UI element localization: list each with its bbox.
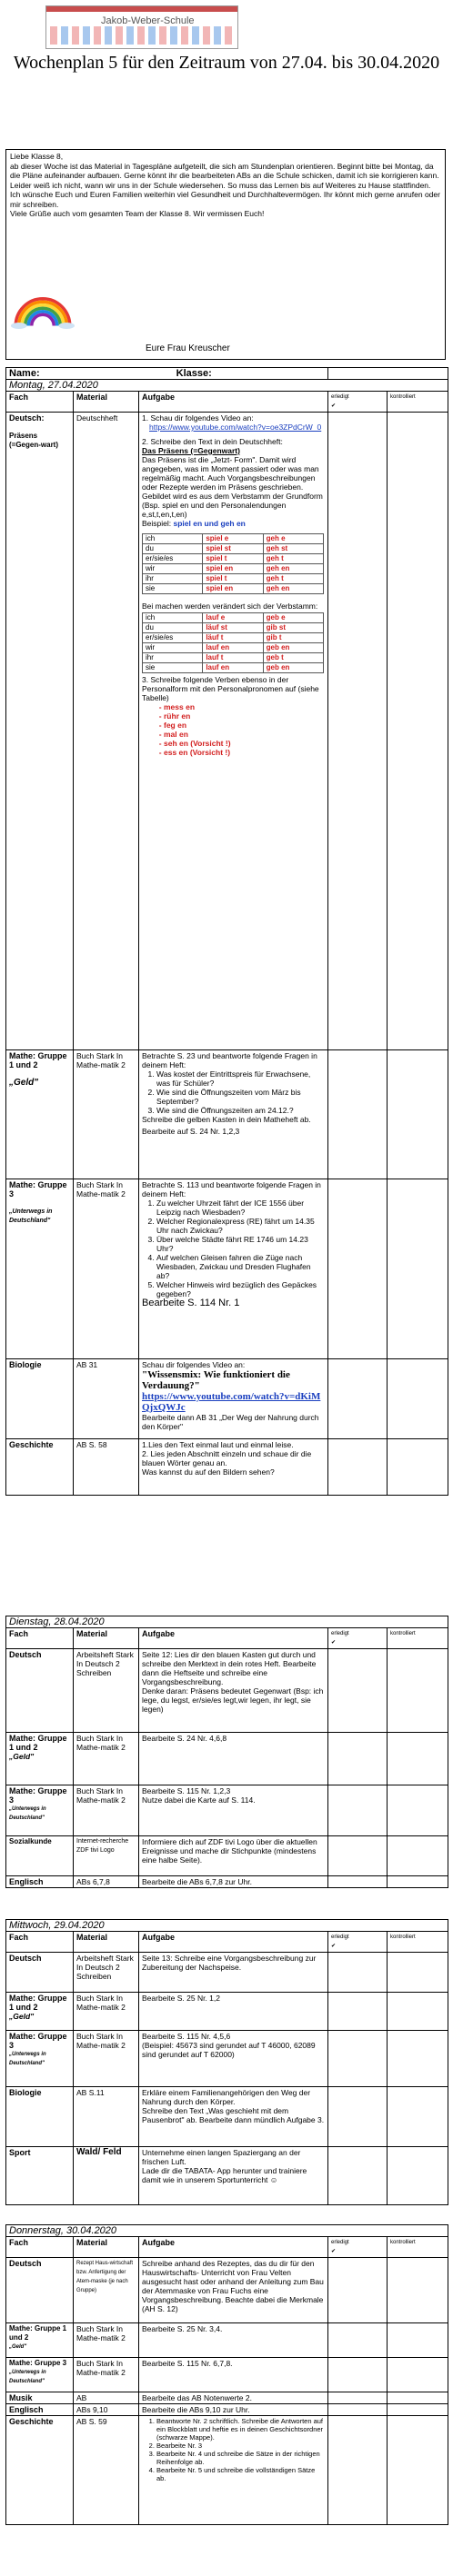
table-header-row — [6, 1628, 448, 1649]
task-text: Unternehme einen langen Spaziergang an der frischen Luft. — [142, 2148, 301, 2166]
task-text: Was kannst du auf den Bildern sehen? — [142, 1467, 275, 1477]
task-text: Bearbeite S. 25 Nr. 3,4. — [139, 2323, 328, 2358]
material-cell: AB — [74, 2392, 139, 2404]
task-text: Schreibe folgende Verben ebenso in der Personalform mit den Personalpronomen auf (siehe Tabelle) — [142, 675, 319, 702]
verb-form: geb e — [263, 613, 323, 623]
task-text: Bearbeite auf S. 24 Nr. 1,2,3 — [142, 1127, 240, 1136]
page-title: Wochenplan 5 für den Zeitraum von 27.04. bis 30.04.2020 — [13, 53, 440, 73]
task-item: 2. Wie sind die Öffnungszeiten vom März bis September? — [156, 1088, 325, 1106]
col-fach: Fach — [6, 1628, 74, 1649]
task-text: 2. Lies jeden Abschnitt einzeln und schaue dir die blauen Wörter genau an. — [142, 1449, 312, 1467]
table-header-row — [6, 2237, 448, 2258]
task-item: 1. Beantworte Nr. 2 schriftlich. Schreibe die Antworten auf ein Blockblatt und heftie es in deinen Geschichtsordner (schwarze Mappe). — [156, 2417, 325, 2442]
day-heading: Dienstag, 28.04.2020 — [6, 1616, 448, 1628]
letter-line: ab dieser Woche ist das Material in Tagespläne aufgeteilt, die sich am Stundenplan orientieren. Beginnt bitte bei Montag, da die Pläne aufeinander aufbauen. Gerne könnt ihr die bearbeiteten ABs an die Schule schicken, damit ich sie korrigieren kann. — [10, 161, 439, 180]
verb-form: spiel st — [203, 544, 263, 554]
verb-form: geh e — [263, 534, 323, 544]
plan-table-tuesday — [5, 1616, 448, 1888]
verb-item: - feg en — [164, 721, 325, 730]
col-erledigt: erledigt — [331, 2240, 349, 2245]
col-kontrolliert: kontrolliert — [388, 2237, 448, 2258]
pronoun: ihr — [143, 574, 203, 584]
material-cell: ABs 9,10 — [74, 2404, 139, 2416]
verb-form: geb en — [263, 663, 323, 673]
task-text: Schreibe den Text „Was geschieht mit dem Pausenbrot" ab. Bearbeite dann mündlich Aufgabe 3. — [142, 2106, 325, 2124]
col-erledigt: erledigt — [331, 394, 349, 400]
pronoun: ich — [143, 534, 203, 544]
task-text: Denke daran: Präsens bedeutet Gegenwart (Bsp: ich lege, du legst, er/sie/es legt,wir legen, ihr legt, sie legen) — [142, 1686, 324, 1714]
letter-line: Viele Grüße auch vom gesamten Team der Klasse 8. Wir vermissen Euch! — [10, 209, 265, 218]
col-aufgabe: Aufgabe — [139, 392, 328, 413]
material-cell: AB S. 59 — [74, 2416, 139, 2525]
table-row: Deutsch Arbeitsheft Stark In Deutsch 2 Schreiben Seite 12: Lies dir den blauen Kasten gut durch und schreibe den Merktext in dein rotes Heft. Bearbeite dann die Heftseite und schreibe eine Vorgangsbeschreibung. Denke daran: Präsens bedeutet Gegenwart (Bsp: ich lege, du legst, er/sie/es legt,wir legen, ihr legt, sie legen) — [6, 1649, 448, 1733]
verb-form: läuf t — [203, 633, 263, 643]
subject-sport: Sport — [6, 2147, 74, 2205]
col-aufgabe: Aufgabe — [139, 1628, 328, 1649]
table-row — [6, 1359, 448, 1439]
task-text: Nutze dabei die Karte auf S. 114. — [142, 1795, 256, 1805]
praesens-title: Das Präsens (=Gegenwart) — [142, 446, 240, 455]
col-kontrolliert: kontrolliert — [388, 1628, 448, 1649]
subject-mathe: Mathe: Gruppe 1 und 2 — [9, 1994, 67, 2012]
task-item: 3. Über welche Städte fährt RE 1746 um 14.23 Uhr? — [156, 1235, 325, 1253]
pronoun: wir — [143, 564, 203, 574]
subject-biologie: Biologie — [6, 1359, 74, 1439]
material-cell: Arbeitsheft Stark In Deutsch 2 Schreiben — [74, 1649, 139, 1733]
table-row — [6, 1733, 448, 1785]
verb-form: lauf t — [203, 653, 263, 663]
subject-mathe: Mathe: Gruppe 1 und 2 — [9, 1051, 67, 1069]
beispiel-verbs: spiel en und geh en — [173, 519, 246, 528]
video-link[interactable]: https://www.youtube.com/watch?v=dKiMQjxQWJc — [142, 1391, 321, 1413]
subject-deutsch: Deutsch: — [9, 413, 45, 423]
subject-sub: „Unterwegs in Deutschland" — [9, 1806, 46, 1821]
subject-englisch: Englisch — [6, 2404, 74, 2416]
task-text: Bearbeite die ABs 9,10 zur Uhr. — [139, 2404, 328, 2416]
verb-form: geh en — [263, 584, 323, 594]
table-row — [6, 1836, 448, 1876]
subject-sub: „Unterwegs in Deutschland" — [9, 1208, 53, 1224]
verb-item: - mal en — [164, 730, 325, 739]
material-cell: Buch Stark In Mathe-matik 2 — [74, 1179, 139, 1359]
col-kontrolliert: kontrolliert — [388, 392, 448, 413]
task-item: 1. Was kostet der Eintrittspreis für Erwachsene, was für Schüler? — [156, 1069, 325, 1088]
day-heading: Montag, 27.04.2020 — [6, 380, 448, 392]
material-cell: ABs 6,7,8 — [74, 1876, 139, 1888]
pronoun: ihr — [143, 653, 203, 663]
verb-form: spiel t — [203, 554, 263, 564]
col-material: Material — [74, 1628, 139, 1649]
task-text: Bearbeite S. 114 Nr. 1 — [142, 1298, 240, 1308]
task-text: Schreibe anhand des Rezeptes, das du dir für den Hauswirtschafts- Unterricht von Frau Velten ausgesucht hast oder anhand der Anleitung zum Bau der Atemmaske von Frau Fuchs eine Vorgangsbeschreibung. Beachte dabei die Merkmale (AH S. 12) — [139, 2258, 328, 2323]
table-row — [6, 1876, 448, 1888]
subject-mathe: Mathe: Gruppe 3 — [9, 1180, 67, 1198]
task-text: Betrachte S. 113 und beantworte folgende Fragen in deinem Heft: — [142, 1180, 321, 1198]
check-icon: ✔ — [331, 1944, 337, 1949]
material-cell: Buch Stark In Mathe-matik 2 — [74, 1733, 139, 1785]
task-text: Bearbeite das AB Notenwerte 2. — [139, 2392, 328, 2404]
table-row — [6, 1993, 448, 2031]
check-icon: ✔ — [331, 403, 337, 409]
subject-sub: „Geld" — [9, 1078, 38, 1088]
praesens-text: Das Präsens ist die „Jetzt- Form". Damit wird angegeben, was im Moment passiert oder was man regelmäßig macht. Auch Vorgangsbeschreibungen oder Rezepte werden im Präsens geschrieben. — [142, 455, 319, 492]
name-row — [6, 368, 448, 380]
table-header-row — [6, 392, 448, 413]
task-text: Schau dir folgendes Video an: — [150, 413, 254, 423]
col-aufgabe: Aufgabe — [139, 2237, 328, 2258]
table-row — [6, 2392, 448, 2404]
verb-form: lauf en — [203, 643, 263, 653]
table-row — [6, 2087, 448, 2147]
pronoun: du — [143, 623, 203, 633]
table-header-row — [6, 1932, 448, 1953]
task-text: Bearbeite S. 24 Nr. 4,6,8 — [139, 1733, 328, 1785]
task-item: 5. Welcher Hinweis wird bezüglich des Gepäckes gegeben? — [156, 1280, 325, 1298]
col-kontrolliert: kontrolliert — [388, 1932, 448, 1953]
task-text: (Beispiel: 45673 sind gerundet auf T 46000, 62089 sind gerundet auf T 62000) — [142, 2041, 316, 2059]
verb-form: spiel en — [203, 584, 263, 594]
pronoun: er/sie/es — [143, 633, 203, 643]
subject-mathe: Mathe: Gruppe 3 — [9, 1786, 67, 1805]
table-row: Deutsch Rezept Haus-wirtschaft bzw. Anfertigung der Atem-maske (je nach Gruppe) Schreibe anhand des Rezeptes, das du dir für den Hauswirtschafts- Unterricht von Frau Velten ausgesucht hast oder anhand der Anleitung zum Bau der Atemmaske von Frau Fuchs eine Vorgangsbeschreibung. Beachte dabei die Merkmale (AH S. 12) — [6, 2258, 448, 2323]
subject-sub: „Geld" — [9, 2344, 27, 2350]
table-row — [6, 2323, 448, 2358]
subject-biologie: Biologie — [6, 2087, 74, 2147]
pronoun: sie — [143, 663, 203, 673]
subject-mathe: Mathe: Gruppe 1 und 2 — [9, 1734, 67, 1752]
task-item: 4. Auf welchen Gleisen fahren die Züge nach Wiesbaden, Zwickau und Dresden Flughafen ab? — [156, 1253, 325, 1280]
verb-form: spiel t — [203, 574, 263, 584]
verb-form: geb t — [263, 653, 323, 663]
task-text: Informiere dich auf ZDF tivi Logo über die aktuellen Ereignisse und mache dir Stichpunkte (mindestens eine halbe Seite). — [139, 1836, 328, 1876]
subject-sub: Präsens (=Gegen-wart) — [9, 432, 59, 449]
logo-roof — [46, 6, 237, 12]
table-row — [6, 2031, 448, 2087]
verb-item: - seh en (Vorsicht !) — [164, 739, 325, 748]
verb-form: läuf st — [203, 623, 263, 633]
task-text: Bearbeite S. 25 Nr. 1,2 — [139, 1993, 328, 2031]
beispiel-label: Beispiel: — [142, 519, 172, 528]
material-cell: Buch Stark In Mathe-matik 2 — [74, 2358, 139, 2392]
material-cell: Buch Stark In Mathe-matik 2 — [74, 1993, 139, 2031]
table-row: Deutsch Arbeitsheft Stark In Deutsch 2 Schreiben Seite 13: Schreibe eine Vorgangsbeschreibung zur Zubereitung der Nachspeise. — [6, 1953, 448, 1993]
rainbow-image — [11, 289, 75, 331]
material-cell: AB 31 — [74, 1359, 139, 1439]
verb-form: geh t — [263, 554, 323, 564]
subject-sub: „Unterwegs in Deutschland" — [9, 2370, 46, 2384]
letter-line: Liebe Klasse 8, — [10, 152, 64, 161]
conjugation-table-2 — [142, 612, 324, 673]
plan-table-thursday — [5, 2224, 448, 2525]
day-heading: Mittwoch, 29.04.2020 — [6, 1920, 448, 1932]
subject-mathe: Mathe: Gruppe 1 und 2 — [9, 2324, 67, 2342]
col-erledigt: erledigt — [331, 1631, 349, 1636]
table-row — [6, 2404, 448, 2416]
praesens-text: Gebildet wird es aus dem Verbstamm der Grundform (Bsp. spiel en und den Personalendungen e,st,t,en,t,en) — [142, 492, 323, 519]
task-text: Bearbeite die ABs 6,7,8 zur Uhr. — [139, 1876, 328, 1888]
verb-form: geh en — [263, 564, 323, 574]
task-text: Seite 12: Lies dir den blauen Kasten gut durch und schreibe den Merktext in dein rotes Heft. Bearbeite dann die Heftseite und schreibe eine Vorgangsbeschreibung. — [142, 1650, 317, 1686]
verb-form: gib t — [263, 633, 323, 643]
verb-form: geh t — [263, 574, 323, 584]
task-text: Schreibe den Text in dein Deutschheft: — [150, 437, 283, 446]
veraendert-text: Bei machen werden verändert sich der Verbstamm: — [142, 602, 318, 611]
table-row — [6, 2416, 448, 2525]
task-item: 2. Welcher Regionalexpress (RE) fährt um 14.35 Uhr nach Zwickau? — [156, 1217, 325, 1235]
material-cell: Wald/ Feld — [74, 2147, 139, 2205]
video-link[interactable]: https://www.youtube.com/watch?v=oe3ZPdCrW_0 — [149, 423, 322, 432]
school-name: Jakob-Weber-Schule — [101, 15, 195, 26]
check-icon: ✔ — [331, 2249, 337, 2254]
material-cell: Internet-recherche ZDF tivi Logo — [74, 1836, 139, 1876]
subject-sub: „Geld" — [9, 2012, 35, 2021]
col-fach: Fach — [6, 392, 74, 413]
task-text: Betrachte S. 23 und beantworte folgende Fragen in deinem Heft: — [142, 1051, 317, 1069]
conjugation-table-1 — [142, 533, 324, 594]
logo-houses — [50, 26, 234, 45]
col-material: Material — [74, 1932, 139, 1953]
plan-table-wednesday — [5, 1919, 448, 2205]
pronoun: wir — [143, 643, 203, 653]
col-fach: Fach — [6, 2237, 74, 2258]
task-text: Bearbeite S. 115 Nr. 1,2,3 — [142, 1786, 231, 1795]
verb-item: - rühr en — [164, 711, 325, 721]
table-row — [6, 1050, 448, 1179]
verb-form: geb en — [263, 643, 323, 653]
verb-form: lauf en — [203, 663, 263, 673]
task-text: Bearbeite S. 115 Nr. 4,5,6 — [142, 2032, 231, 2041]
material-cell: Rezept Haus-wirtschaft bzw. Anfertigung der Atem-maske (je nach Gruppe) — [74, 2258, 139, 2323]
material-cell: Buch Stark In Mathe-matik 2 — [74, 1785, 139, 1836]
letter-line: Ich wünsche Euch und Euren Familien weiterhin viel Gesundheit und Durchhaltevermögen. Ihr könnt mich gerne anrufen oder mir schreiben. — [10, 190, 440, 209]
task-text: Schau dir folgendes Video an: — [142, 1360, 246, 1369]
task-text: Bearbeite S. 115 Nr. 6,7,8. — [139, 2358, 328, 2392]
table-row — [6, 2147, 448, 2205]
subject-geschichte: Geschichte — [6, 1439, 74, 1496]
col-material: Material — [74, 392, 139, 413]
subject-mathe: Mathe: Gruppe 3 — [9, 2032, 67, 2050]
task-item: 3. Bearbeite Nr. 4 und schreibe die Sätze in der richtigen Reihenfolge ab. — [156, 2450, 325, 2466]
task-item: 3. Wie sind die Öffnungszeiten am 24.12.? — [156, 1106, 325, 1115]
col-fach: Fach — [6, 1932, 74, 1953]
pronoun: er/sie/es — [143, 554, 203, 564]
table-row — [6, 1439, 448, 1496]
subject-sozialkunde: Sozialkunde — [6, 1836, 74, 1876]
subject-englisch: Englisch — [6, 1876, 74, 1888]
task-text: 1.Lies den Text einmal laut und einmal leise. — [142, 1440, 294, 1449]
verb-item: - mess en — [164, 702, 325, 711]
pronoun: ich — [143, 613, 203, 623]
subject-musik: Musik — [6, 2392, 74, 2404]
plan-table-monday — [5, 367, 448, 1496]
verb-form: geh st — [263, 544, 323, 554]
class-label: Klasse: — [176, 368, 212, 379]
check-icon: ✔ — [331, 1640, 337, 1646]
task-item: 2. Bearbeite Nr. 3 — [156, 2442, 325, 2450]
col-material: Material — [74, 2237, 139, 2258]
pronoun: sie — [143, 584, 203, 594]
material-cell: AB S.11 — [74, 2087, 139, 2147]
task-text: Bearbeite dann AB 31 „Der Weg der Nahrung durch den Körper" — [142, 1413, 319, 1431]
verb-form: lauf e — [203, 613, 263, 623]
letter-line: Leider weiß ich nicht, wann wir uns in der Schule wiedersehen. So muss das Lernen bis auf Weiteres zu Hause stattfinden. — [10, 180, 431, 190]
task-text: Lade dir die TABATA- App herunter und trainiere damit wie in unserem Sportunterricht ☺ — [142, 2166, 307, 2184]
pronoun: du — [143, 544, 203, 554]
material-cell: Buch Stark In Mathe-matik 2 — [74, 2323, 139, 2358]
subject-mathe: Mathe: Gruppe 3 — [9, 2359, 67, 2367]
subject-geschichte: Geschichte — [6, 2416, 74, 2525]
col-erledigt: erledigt — [331, 1934, 349, 1940]
task-text: Erkläre einem Familienangehörigen den Weg der Nahrung durch den Körper. — [142, 2088, 311, 2106]
name-label: Name: — [9, 368, 40, 379]
day-heading: Donnerstag, 30.04.2020 — [6, 2225, 448, 2237]
material-cell: Buch Stark In Mathe-matik 2 — [74, 1050, 139, 1179]
table-row: Deutsch: Präsens (=Gegen-wart) Deutschheft 1. Schau dir folgendes Video an: https://www.youtube.com/watch?v=oe3ZPdCrW_0 2. Schreibe den Text in dein Deutschheft: Das Präsens (=Gegenwart) Das Präsens ist die „Jetzt- Form". Damit wird angegeben, was im Moment passiert oder was man regelmäßig macht. Auch Vorgangsbeschreibungen oder Rezepte werden im Präsens geschrieben. Gebildet wird es aus dem Verbstamm der Grundform (Bsp. spiel en und den Personalendungen e,st,t,en,t,en) Beispiel: spiel en und geh en ich spiel e geh e du spiel st geh st er/sie/es spiel t geh t wir spiel en geh en ihr spiel t geh t sie spiel en geh en Bei machen werden verändert sich der Verbstamm: ich lauf e geb e du läuf st gib st er/sie/es läuf t gib t wir lauf en geb en ihr lauf t geb t sie lauf en geb en 3. Schreibe folgende Verben ebenso in der Personalform mit den Personalpronomen auf (siehe Tabelle) - mess en - rühr en - feg en - mal en - seh en (Vorsicht !) - ess en (Vorsicht !) — [6, 413, 448, 1050]
verb-form: gib st — [263, 623, 323, 633]
material-cell: AB S. 58 — [74, 1439, 139, 1496]
material-cell: Buch Stark In Mathe-matik 2 — [74, 2031, 139, 2087]
video-title: "Wissensmix: Wie funktioniert die Verdauung?" — [142, 1369, 290, 1391]
table-row — [6, 1179, 448, 1359]
task-text: Seite 13: Schreibe eine Vorgangsbeschreibung zur Zubereitung der Nachspeise. — [139, 1953, 328, 1993]
verb-form: spiel en — [203, 564, 263, 574]
task-item: 4. Bearbeite Nr. 5 und schreibe die vollständigen Sätze ab. — [156, 2466, 325, 2482]
task-text: Schreibe die gelben Kasten in dein Matheheft ab. — [142, 1115, 311, 1124]
col-aufgabe: Aufgabe — [139, 1932, 328, 1953]
subject-sub: „Unterwegs in Deutschland" — [9, 2052, 46, 2066]
letter-signoff: Eure Frau Kreuscher — [146, 343, 230, 353]
task-item: 1. Zu welcher Uhrzeit fährt der ICE 1556 über Leipzig nach Wiesbaden? — [156, 1198, 325, 1217]
verb-item: - ess en (Vorsicht !) — [164, 748, 325, 757]
material-cell: Arbeitsheft Stark In Deutsch 2 Schreiben — [74, 1953, 139, 1993]
table-row — [6, 2358, 448, 2392]
verb-form: spiel e — [203, 534, 263, 544]
school-logo — [45, 5, 238, 49]
table-row — [6, 1785, 448, 1836]
subject-sub: „Geld" — [9, 1752, 35, 1761]
material-cell: Deutschheft — [74, 413, 139, 1050]
